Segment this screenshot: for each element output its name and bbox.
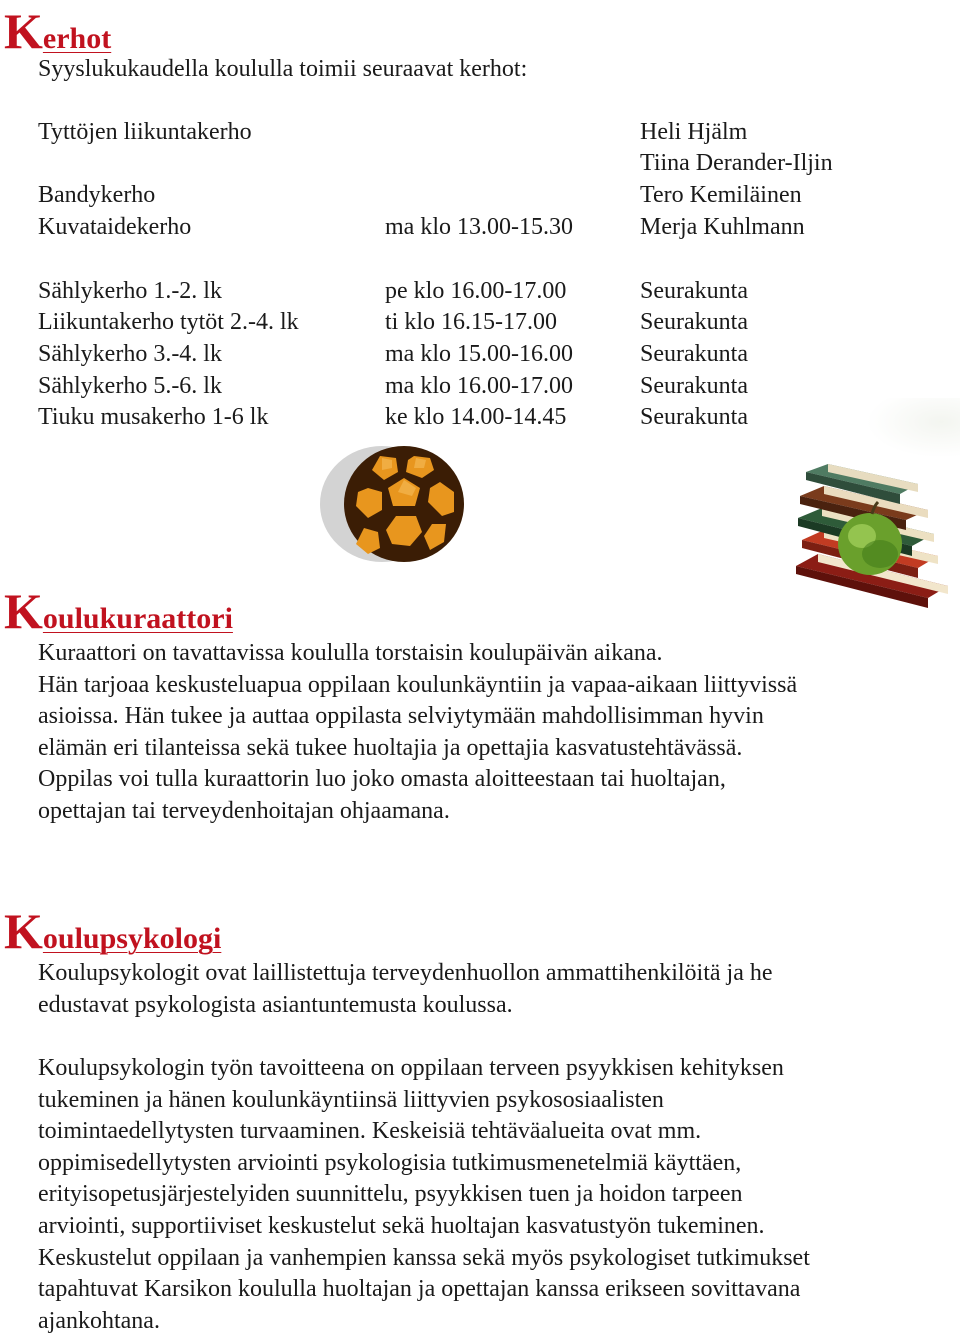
text-line: Oppilas voi tulla kuraattorin luo joko omasta aloitteestaan tai huoltajan, [38, 766, 726, 793]
club-time: ma klo 13.00-15.30 [385, 214, 573, 240]
club-leader: Seurakunta [640, 373, 748, 399]
club-leader: Tiina Derander-Iljin [640, 150, 833, 176]
club-row [38, 339, 938, 370]
club-row [38, 117, 938, 148]
text-line: Hän tarjoaa keskusteluapua oppilaan koulunkäyntiin ja vapaa-aikaan liittyvissä [38, 671, 798, 698]
text-line: Keskustelut oppilaan ja vanhempien kanssa sekä myös psykologiset tutkimukset [38, 1244, 810, 1271]
text-line: tapahtuvat Karsikon koululla huoltajan ja opettajan kanssa erikseen sovittavana [38, 1276, 801, 1303]
text-line: Koulupsykologin työn tavoitteena on oppilaan terveen psyykkisen kehityksen [38, 1055, 784, 1081]
club-leader: Tero Kemiläinen [640, 182, 802, 208]
kuraattori-heading [4, 583, 233, 639]
text-line: arviointi, supportiiviset keskustelut sekä huoltajan kasvatustyön tukeminen. [38, 1212, 765, 1239]
text-line: opettajan tai terveydenhoitajan ohjaamana. [38, 797, 450, 824]
kuraattori-heading-text: oulukuraattori [42, 602, 233, 635]
books-with-apple-image [788, 448, 960, 608]
club-row [38, 402, 938, 433]
psykologi-heading [4, 903, 222, 959]
club-row [38, 276, 938, 307]
text-line: edustavat psykologista asiantuntemusta koulussa. [38, 991, 513, 1018]
text-line: tukeminen ja hänen koulunkäyntiinsä liittyvien psykososiaalisten [38, 1086, 664, 1113]
club-leader: Seurakunta [640, 309, 748, 335]
club-leader: Heli Hjälm [640, 119, 748, 145]
club-name: Liikuntakerho tytöt 2.-4. lk [38, 309, 299, 335]
club-time: ti klo 16.15-17.00 [385, 309, 557, 335]
kuraattori-text [38, 638, 928, 828]
kerhot-heading-initial: K [4, 3, 43, 59]
text-line: ajankohtana. [38, 1307, 160, 1334]
club-time: ke klo 14.00-14.45 [385, 404, 567, 430]
kerhot-intro: Syyslukukaudella koululla toimii seuraavat kerhot: [38, 56, 528, 82]
kerhot-heading-text: erhot [42, 22, 112, 55]
kuraattori-heading-initial: K [4, 583, 43, 639]
text-line: elämän eri tilanteissa sekä tukee huoltajia ja opettajia kasvatustehtävässä. [38, 734, 743, 761]
psykologi-heading-initial: K [4, 903, 43, 959]
club-name: Bandykerho [38, 182, 156, 208]
club-name: Tiuku musakerho 1-6 lk [38, 404, 269, 430]
club-name: Sählykerho 5.-6. lk [38, 373, 222, 399]
club-time: pe klo 16.00-17.00 [385, 278, 567, 304]
club-name: Sählykerho 1.-2. lk [38, 278, 222, 304]
soccer-ball-icon [320, 444, 465, 564]
club-row [38, 371, 938, 402]
kerhot-heading [4, 3, 112, 59]
psykologi-text-1 [38, 958, 928, 1021]
club-name: Kuvataidekerho [38, 214, 192, 240]
club-name: Sählykerho 3.-4. lk [38, 341, 222, 367]
club-row [38, 307, 938, 338]
club-time: ma klo 16.00-17.00 [385, 373, 573, 399]
club-leader: Merja Kuhlmann [640, 214, 805, 240]
club-time: ma klo 15.00-16.00 [385, 341, 573, 367]
text-line: toimintaedellytysten turvaaminen. Keskeisiä tehtäväalueita ovat mm. [38, 1118, 702, 1145]
club-name: Tyttöjen liikuntakerho [38, 119, 252, 145]
text-line: oppimisedellytysten arviointi psykologisia tutkimusmenetelmiä käyttäen, [38, 1149, 742, 1176]
text-line: asioissa. Hän tukee ja auttaa oppilasta selviytymään mahdollisimman hyvin [38, 703, 764, 730]
club-leader: Seurakunta [640, 278, 748, 304]
club-row [38, 212, 938, 243]
club-row [38, 148, 938, 179]
club-leader: Seurakunta [640, 341, 748, 367]
club-row [38, 180, 938, 211]
text-line: Kuraattori on tavattavissa koululla torstaisin koulupäivän aikana. [38, 640, 663, 666]
text-line: erityisopetusjärjestelyiden suunnittelu, psyykkisen tuen ja hoidon tarpeen [38, 1181, 743, 1208]
psykologi-text-2 [38, 1053, 928, 1337]
psykologi-heading-text: oulupsykologi [42, 922, 222, 955]
text-line: Koulupsykologit ovat laillistettuja terveydenhuollon ammattihenkilöitä ja he [38, 960, 773, 986]
club-leader: Seurakunta [640, 404, 748, 430]
